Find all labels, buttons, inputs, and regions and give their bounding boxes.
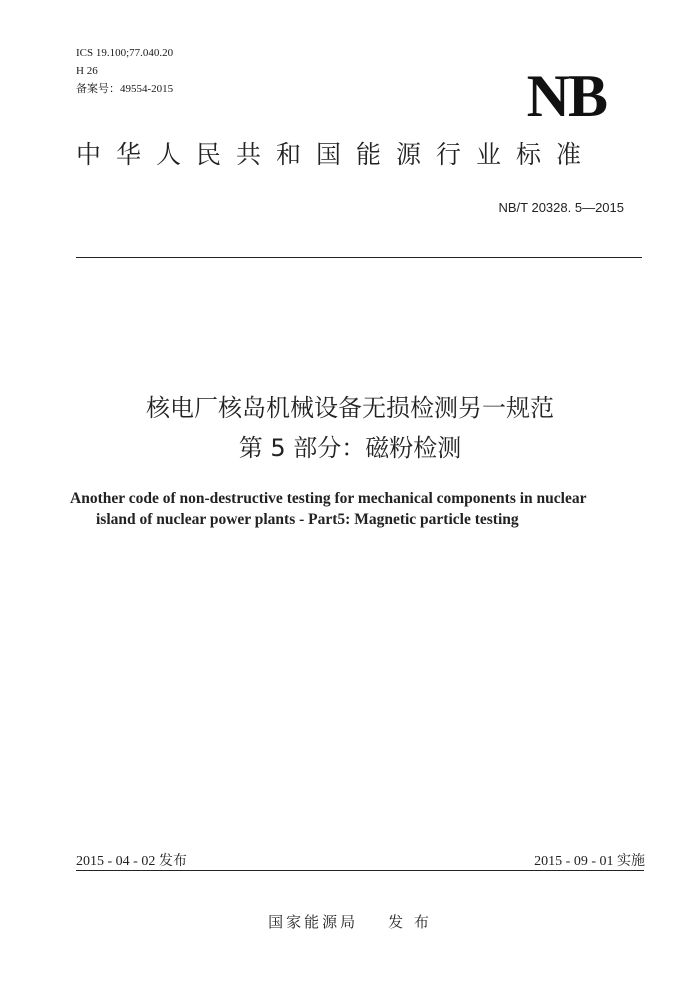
ics-code: ICS 19.100;77.040.20	[76, 47, 174, 59]
issue-date: 2015 - 04 - 02 发布	[76, 854, 187, 869]
classification-block	[76, 44, 173, 98]
title-english-line1: Another code of non-destructive testing for mechanical components in nuclear	[70, 490, 587, 507]
standard-number: NB/T 20328. 5—2015	[498, 200, 624, 215]
publisher-name: 国家能源局	[268, 913, 359, 931]
nb-logo: NB	[526, 63, 606, 129]
top-divider	[76, 257, 642, 258]
org-title: 中华人民共和国能源行业标准	[76, 140, 597, 169]
title-chinese	[0, 388, 700, 468]
filing-number: 备案号：49554-2015	[76, 83, 174, 95]
title-english	[70, 488, 640, 530]
implementation-date: 2015 - 09 - 01 实施	[534, 854, 645, 869]
title-chinese-line2: 第 5 部分：磁粉检测	[238, 434, 462, 462]
title-chinese-line1: 核电厂核岛机械设备无损检测另一规范	[146, 394, 554, 422]
publisher-action: 发 布	[388, 913, 432, 931]
title-english-line2: island of nuclear power plants - Part5: Magnetic particle testing	[96, 511, 519, 528]
publisher-line	[0, 911, 700, 932]
class-code: H 26	[76, 65, 98, 77]
bottom-divider	[76, 870, 644, 871]
